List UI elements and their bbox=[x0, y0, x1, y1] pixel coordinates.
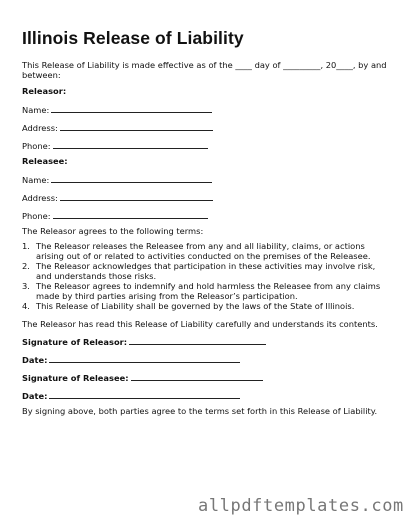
date-label-1: Date: bbox=[22, 355, 48, 365]
releasor-address-label: Address: bbox=[22, 123, 58, 133]
releasee-address-field[interactable] bbox=[60, 192, 213, 201]
date-field-1[interactable] bbox=[49, 354, 240, 363]
releasor-address-field[interactable] bbox=[60, 122, 213, 131]
date-label-2: Date: bbox=[22, 391, 48, 401]
list-item bbox=[22, 301, 391, 311]
term-number: 2. bbox=[22, 261, 30, 271]
term-number: 4. bbox=[22, 301, 30, 311]
releasee-heading: Releasee: bbox=[22, 156, 68, 166]
intro-line-2: between: bbox=[22, 70, 61, 80]
date-field-2[interactable] bbox=[49, 390, 240, 399]
releasor-phone-field[interactable] bbox=[53, 140, 208, 149]
releasor-signature-field[interactable] bbox=[129, 336, 266, 345]
term-number: 3. bbox=[22, 281, 30, 291]
releasee-phone-row bbox=[22, 210, 208, 222]
releasee-signature-label: Signature of Releasee: bbox=[22, 373, 129, 383]
document-title: Illinois Release of Liability bbox=[22, 28, 244, 48]
releasor-heading: Releasor: bbox=[22, 86, 67, 96]
releasor-phone-label: Phone: bbox=[22, 141, 51, 151]
term-text: The Releasor agrees to indemnify and hold harmless the Releasee from any claims made by third parties arising from the Releasor’s participation. bbox=[36, 281, 381, 301]
releasor-name-label: Name: bbox=[22, 105, 50, 115]
releasor-name-row bbox=[22, 104, 212, 116]
list-item bbox=[22, 241, 391, 261]
releasee-address-row bbox=[22, 192, 213, 204]
releasee-name-row bbox=[22, 174, 212, 186]
term-text: The Releasor acknowledges that participation in these activities may involve risk, and understands those risks. bbox=[36, 261, 376, 281]
list-item bbox=[22, 261, 391, 281]
date-row-2 bbox=[22, 390, 240, 402]
releasee-signature-row bbox=[22, 372, 263, 384]
releasee-signature-field[interactable] bbox=[131, 372, 263, 381]
releasee-address-label: Address: bbox=[22, 193, 58, 203]
term-text: The Releasor releases the Releasee from any and all liability, claims, or actions arising out of or related to activities conducted on the premises of the Releasee. bbox=[36, 241, 371, 261]
list-item bbox=[22, 281, 391, 301]
releasee-name-field[interactable] bbox=[51, 174, 212, 183]
releasor-phone-row bbox=[22, 140, 208, 152]
terms-intro: The Releasor agrees to the following terms: bbox=[22, 226, 204, 236]
releasee-name-label: Name: bbox=[22, 175, 50, 185]
closing-statement: By signing above, both parties agree to the terms set forth in this Release of Liability. bbox=[22, 406, 378, 416]
releasor-signature-label: Signature of Releasor: bbox=[22, 337, 128, 347]
releasor-name-field[interactable] bbox=[51, 104, 212, 113]
read-statement: The Releasor has read this Release of Liability carefully and understands its contents. bbox=[22, 319, 378, 329]
date-row-1 bbox=[22, 354, 240, 366]
term-number: 1. bbox=[22, 241, 30, 251]
releasee-phone-label: Phone: bbox=[22, 211, 51, 221]
term-text: This Release of Liability shall be governed by the laws of the State of Illinois. bbox=[36, 301, 355, 311]
intro-line-1: This Release of Liability is made effective as of the ____ day of _________, 20____, by and bbox=[22, 60, 387, 70]
watermark: allpdftemplates.com bbox=[198, 496, 404, 516]
releasee-phone-field[interactable] bbox=[53, 210, 208, 219]
releasor-signature-row bbox=[22, 336, 266, 348]
terms-list bbox=[22, 241, 391, 311]
releasor-address-row bbox=[22, 122, 213, 134]
